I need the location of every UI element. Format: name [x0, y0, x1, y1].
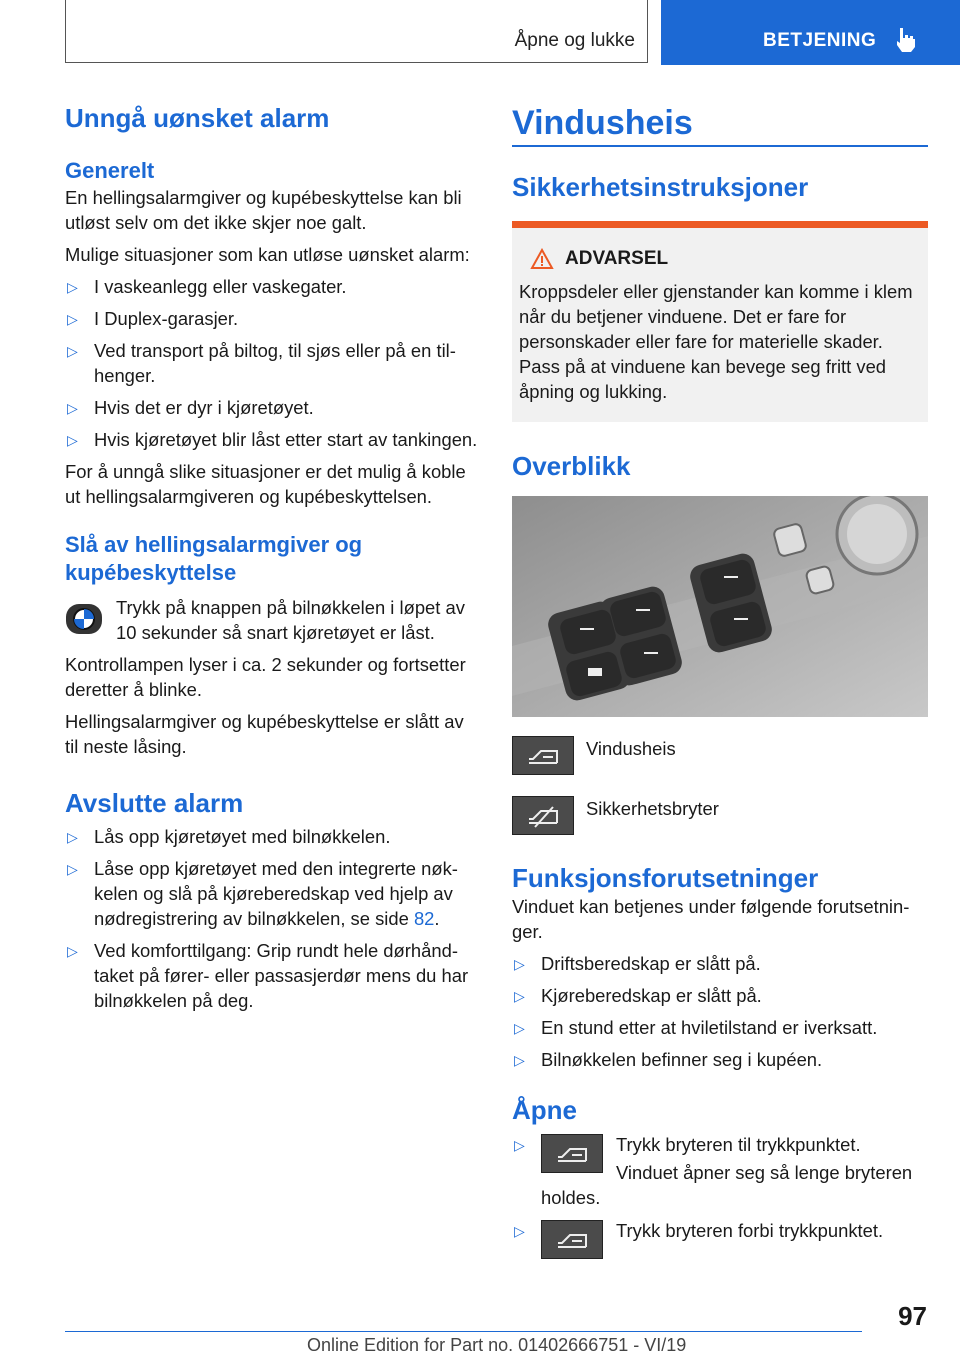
heading-generelt: Generelt [65, 158, 155, 183]
window-lift-icon [542, 1135, 602, 1172]
list-item: ▷ Lås opp kjøretøyet med bilnøkkelen. [65, 824, 478, 849]
list-item: ▷ Ved transport på biltog, til sjøs eller på en tilhenger. [67, 340, 456, 386]
header-section-title: Åpne og lukke [514, 30, 635, 51]
window-lift-symbol [541, 1134, 603, 1173]
left-column [65, 102, 478, 1013]
window-lift-icon [513, 737, 573, 774]
symbol-row-window-lift [512, 736, 928, 775]
footer-rule [65, 1331, 862, 1332]
paragraph-indicator: Kontrollampen lyser i ca. 2 sekunder og fortsetter deretter å blinke. [65, 654, 466, 700]
footer-edition: Online Edition for Part no. 01402666751 - VI/19 [307, 1335, 687, 1355]
triangle-bullet-icon: ▷ [514, 988, 525, 1004]
header-chapter-tab[interactable] [661, 0, 960, 65]
right-column [512, 102, 928, 1259]
safety-switch-symbol [512, 796, 574, 835]
triangle-bullet-icon: ▷ [67, 400, 78, 416]
heading-end-alarm: Avslutte alarm [65, 788, 244, 818]
triangle-bullet-icon: ▷ [514, 1020, 525, 1036]
triangle-bullet-icon: ▷ [67, 861, 78, 877]
page-number: 97 [898, 1301, 927, 1331]
bullet-list-prerequisites [512, 951, 928, 1072]
warning-title: ADVARSEL [519, 246, 921, 271]
symbol-row-safety-switch [512, 796, 928, 835]
header-section-box [65, 0, 648, 63]
list-item: ▷ Kjøreberedskap er slått på. [512, 983, 928, 1008]
bullet-list-situations [65, 274, 478, 452]
paragraph-until-next-lock: Hellingsalarmgiver og kupébeskyttelse er slått av til neste låsing. [65, 711, 464, 757]
list-item: ▷ I vaskeanlegg eller vaskegater. [65, 274, 478, 299]
heading-rule [512, 145, 928, 147]
window-lift-icon [542, 1221, 602, 1258]
triangle-bullet-icon: ▷ [67, 343, 78, 359]
list-item: ▷ Ved komforttilgang: Grip rundt hele dørhåndtaket på fører- eller passasjerdør mens du har bilnøkkelen på deg. [67, 940, 469, 1011]
window-switch-panel-image [512, 496, 928, 717]
heading-open: Åpne [512, 1095, 577, 1125]
triangle-bullet-icon: ▷ [514, 1223, 525, 1239]
list-item: ▷ Driftsberedskap er slått på. [512, 951, 928, 976]
triangle-bullet-icon: ▷ [67, 943, 78, 959]
hand-pointer-icon [893, 26, 919, 54]
triangle-bullet-icon: ▷ [67, 432, 78, 448]
safety-switch-icon [513, 797, 573, 834]
heading-prerequisites: Funksjonsforutsetninger [512, 863, 819, 893]
window-switch-photo [512, 496, 928, 717]
heading-overview: Overblikk [512, 451, 631, 481]
warning-box [512, 221, 928, 422]
list-item: ▷ Trykk bryteren til trykkpunktet. Vinduet åpner seg så lenge bryteren holdes. [514, 1134, 913, 1208]
bmw-key-icon [65, 600, 103, 638]
triangle-bullet-icon: ▷ [514, 1052, 525, 1068]
list-item: ▷ Låse opp kjøretøyet med den integrerte nøkkelen og slå på kjøreberedskap ved hjelp av nødregistrering av bilnøkkelen, se side 82. [67, 858, 458, 929]
heading-avoid-alarm: Unngå uønsket alarm [65, 103, 330, 133]
paragraph-situations: Mulige situasjoner som kan utløse uønsket alarm: [65, 244, 470, 265]
window-lift-label: Vindusheis [586, 738, 676, 759]
page-link[interactable]: 82 [413, 908, 435, 929]
triangle-bullet-icon: ▷ [67, 279, 78, 295]
list-item: ▷ Hvis det er dyr i kjøretøyet. [65, 395, 478, 420]
safety-switch-label: Sikkerhetsbryter [586, 798, 719, 819]
triangle-bullet-icon: ▷ [514, 956, 525, 972]
triangle-bullet-icon: ▷ [67, 829, 78, 845]
list-item: ▷ En stund etter at hviletilstand er iverksatt. [512, 1015, 928, 1040]
warning-text: Kroppsdeler eller gjenstander kan komme i klem når du betjener vinduene. Det er fare for personskader eller fare for materielle skader. Pass på at vinduene kan bevege seg fritt ved åpning og lukking. [519, 281, 913, 402]
paragraph-general: En hellingsalarmgiver og kupébeskyttelse kan bli utløst selv om det ikke skjer noe galt. [65, 187, 462, 233]
window-lift-symbol [512, 736, 574, 775]
triangle-bullet-icon: ▷ [514, 1137, 525, 1153]
triangle-bullet-icon: ▷ [67, 311, 78, 327]
warning-triangle-icon [530, 248, 554, 270]
list-item: ▷ Trykk bryteren forbi trykkpunktet. [512, 1218, 928, 1259]
header-chapter-label: BETJENING [763, 30, 877, 51]
paragraph-prerequisites: Vinduet kan betjenes under følgende forutsetninger. [512, 896, 910, 942]
list-item: ▷ Bilnøkkelen befinner seg i kupéen. [512, 1047, 928, 1072]
heading-safety: Sikkerhetsinstruksjoner [512, 172, 809, 202]
key-instruction: Trykk på knappen på bilnøkkelen i løpet av 10 sekunder så snart kjøretøyet er låst. [65, 595, 478, 645]
paragraph-disable-hint: For å unngå slike situasjoner er det mulig å koble ut hellingsalarmgiveren og kupébeskyttelsen. [65, 461, 466, 507]
list-item: ▷ Hvis kjøretøyet blir låst etter start av tankingen. [65, 427, 478, 452]
window-lift-symbol [541, 1220, 603, 1259]
heading-turn-off: Slå av hellingsalarmgiver og kupébeskyttelse [65, 532, 363, 585]
heading-vindusheis: Vindusheis [512, 104, 693, 142]
bullet-list-end-alarm [65, 824, 478, 1013]
list-item: ▷ I Duplex-garasjer. [65, 306, 478, 331]
